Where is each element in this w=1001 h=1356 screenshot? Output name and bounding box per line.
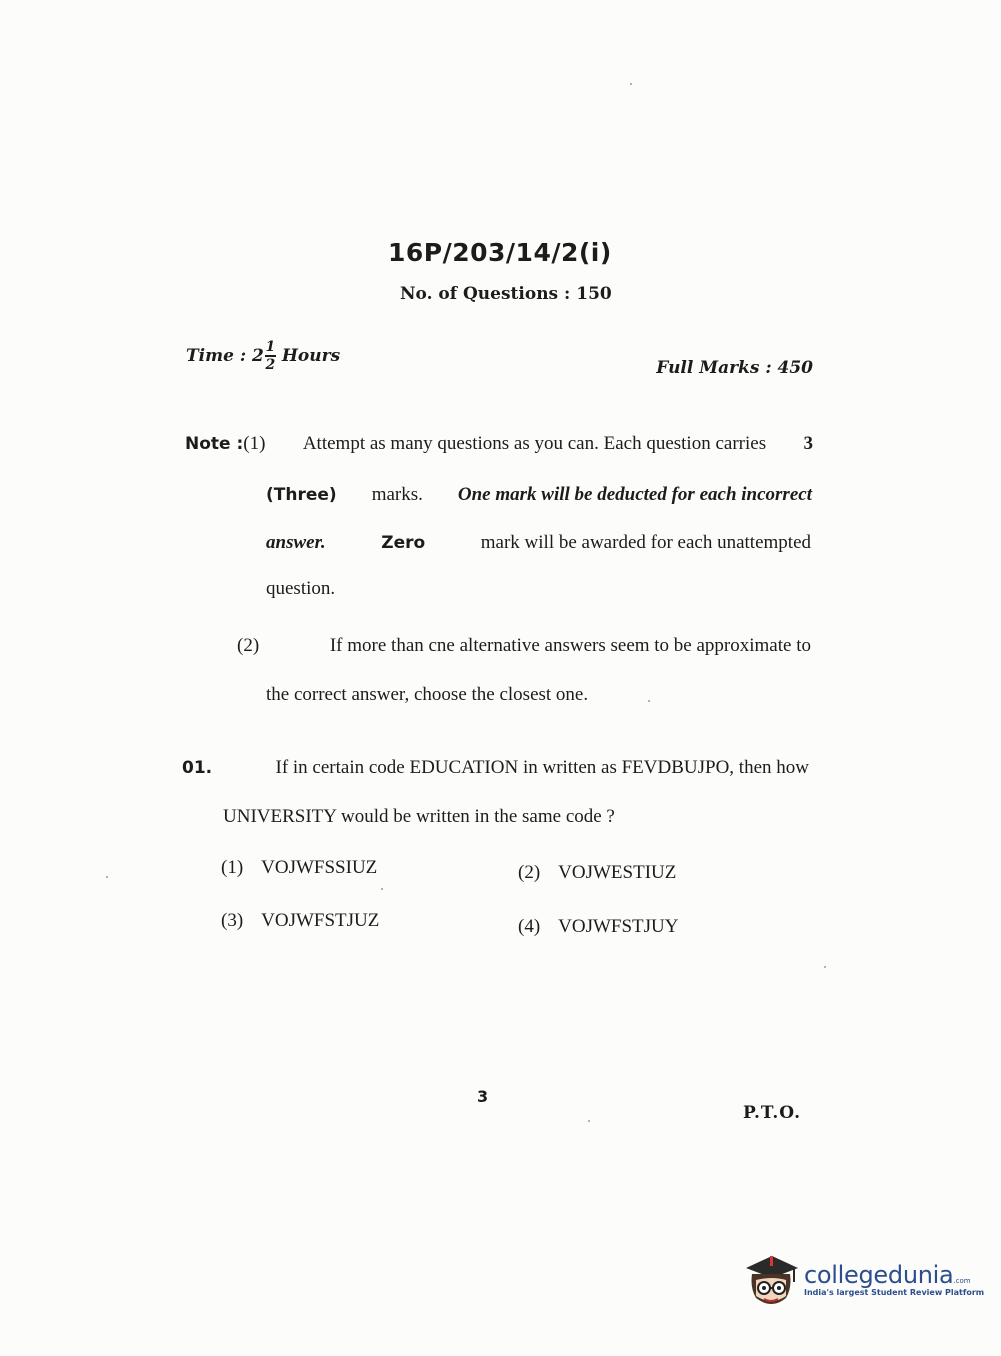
time-fraction (265, 340, 276, 372)
scan-speck (381, 888, 383, 890)
scan-speck (648, 700, 650, 702)
note-2-text: If more than cne alternative answers seem to be approximate to (329, 635, 811, 656)
number-of-questions: No. of Questions : 150 (400, 284, 612, 304)
brand-tld: .com (953, 1276, 971, 1285)
note-1-unattempted: mark will be awarded for each unattempted (480, 532, 811, 553)
note-1-text: Attempt as many questions as you can. Each question carries (302, 433, 767, 454)
pto-label: P.T.O. (743, 1103, 801, 1123)
note-1-answer: answer. (266, 532, 326, 553)
option-3-text: VOJWFSTJUZ (261, 910, 380, 931)
option-4[interactable] (518, 916, 679, 938)
option-1-number: (1) (221, 857, 244, 878)
note-line-2 (266, 483, 812, 507)
question-1-line-1 (182, 756, 809, 780)
full-marks: Full Marks : 450 (656, 358, 813, 378)
note-1-marks: 3 (803, 433, 813, 454)
note-1-marks-word: marks. (371, 484, 423, 505)
scan-speck (824, 966, 826, 968)
option-2-number: (2) (518, 862, 541, 883)
brand-name: collegedunia (804, 1260, 954, 1289)
time-label: Time : 2 (186, 345, 264, 366)
option-3[interactable] (221, 910, 379, 932)
fraction-numerator: 1 (265, 339, 276, 355)
note-line-5 (237, 634, 811, 658)
note-line-1 (185, 432, 813, 456)
paper-code: 16P/203/14/2(i) (388, 238, 612, 267)
question-1-text-cont: UNIVERSITY would be written in the same code ? (223, 806, 615, 827)
note-line-3 (266, 531, 811, 555)
note-2-text-cont: the correct answer, choose the closest one. (266, 684, 589, 705)
question-1-text: If in certain code EDUCATION in written as FEVDBUJPO, then how (275, 757, 809, 778)
option-4-number: (4) (518, 916, 541, 937)
note-1-number: (1) (243, 433, 266, 454)
brand-tagline: India's largest Student Review Platform (804, 1287, 985, 1297)
note-2-number: (2) (237, 635, 260, 656)
note-1-question: question. (266, 578, 336, 599)
time-allowed (186, 340, 340, 372)
page-number: 3 (477, 1087, 489, 1106)
scan-speck (106, 876, 108, 878)
fraction-denominator: 2 (265, 356, 276, 373)
scan-speck (630, 83, 632, 85)
question-1-number: 01. (182, 758, 213, 778)
mascot-icon (742, 1250, 800, 1308)
option-3-number: (3) (221, 910, 244, 931)
collegedunia-logo[interactable] (742, 1250, 984, 1308)
note-1-three: (Three) (266, 485, 337, 505)
option-1-text: VOJWFSSIUZ (261, 857, 378, 878)
option-4-text: VOJWFSTJUY (558, 916, 679, 937)
scan-speck (588, 1120, 590, 1122)
option-1[interactable] (221, 857, 377, 879)
note-label: Note : (185, 434, 244, 454)
note-1-zero: Zero (381, 533, 426, 553)
time-unit: Hours (281, 345, 341, 366)
logo-text (804, 1262, 984, 1297)
option-2[interactable] (518, 862, 676, 884)
option-2-text: VOJWESTIUZ (558, 862, 677, 883)
note-1-deduction: One mark will be deducted for each incorrect (457, 484, 812, 505)
